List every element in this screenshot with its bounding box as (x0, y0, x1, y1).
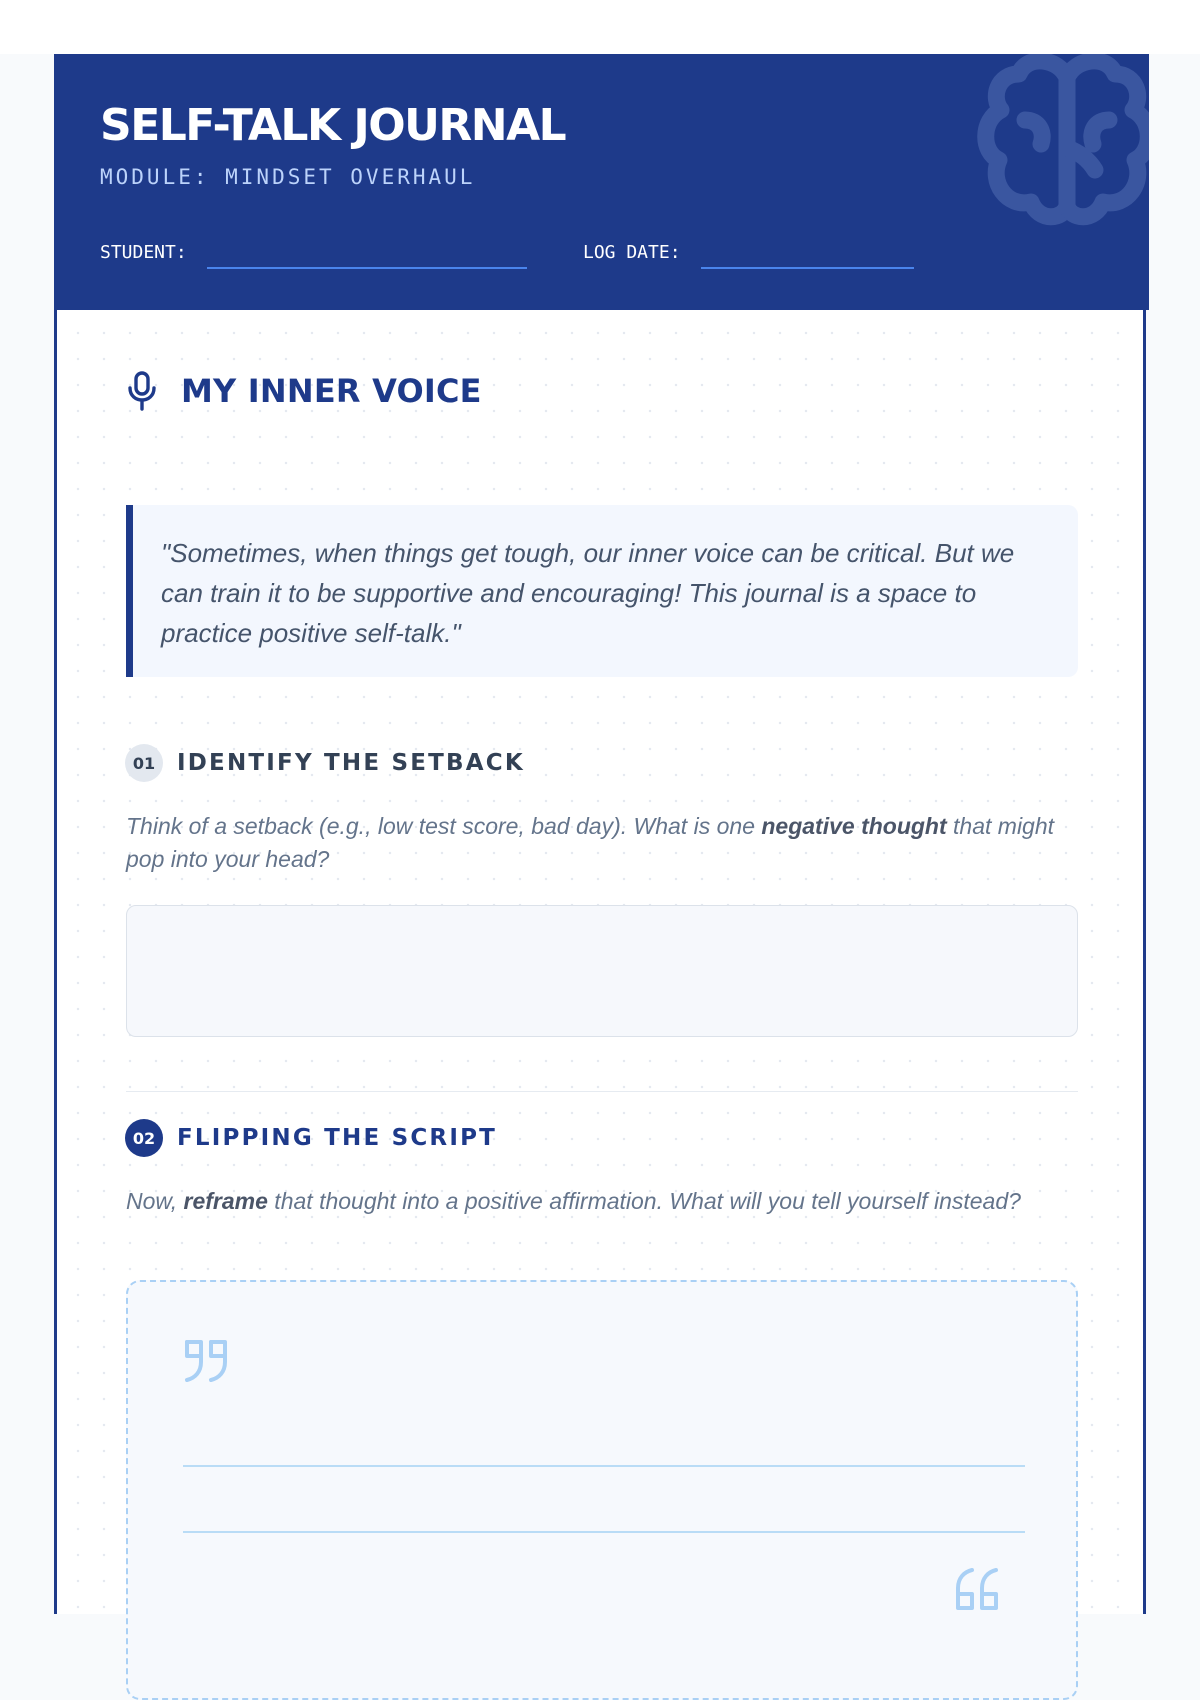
intro-quote-box (126, 505, 1078, 677)
section-divider (126, 1091, 1078, 1092)
closing-quote-icon (183, 1338, 231, 1384)
module-label: MODULE: MINDSET OVERHAUL (100, 165, 476, 189)
step-2-title: FLIPPING THE SCRIPT (177, 1125, 498, 1151)
affirmation-write-line-1[interactable] (183, 1465, 1025, 1467)
journal-sheet (54, 54, 1146, 1614)
page-top-margin (0, 0, 1200, 54)
step-2-prompt-start: Now, (126, 1188, 184, 1214)
step-1-prompt-end: that might pop into your head? (126, 813, 1055, 872)
opening-quote-icon (952, 1566, 1000, 1612)
affirmation-write-line-2[interactable] (183, 1531, 1025, 1533)
step-1-heading (125, 744, 525, 782)
step-1-prompt (126, 810, 1078, 876)
step-2-prompt-end: that thought into a positive affirmation. What will you tell yourself instead? (267, 1188, 1021, 1214)
step-1-number-badge: 01 (125, 744, 163, 782)
step-1-prompt-start: Think of a setback (e.g., low test score, bad day). What is one (126, 813, 762, 839)
step-2-number-badge: 02 (125, 1119, 163, 1157)
step-1-prompt-emphasis: negative thought (761, 813, 947, 839)
section-title: MY INNER VOICE (181, 372, 482, 410)
step-2-prompt-emphasis: reframe (183, 1188, 268, 1214)
log-date-label: LOG DATE: (583, 242, 681, 263)
step-2-prompt (126, 1185, 1078, 1218)
log-date-line[interactable] (701, 267, 914, 269)
microphone-icon (125, 370, 159, 412)
step-1-title: IDENTIFY THE SETBACK (177, 750, 525, 776)
student-label: STUDENT: (100, 242, 187, 263)
journal-title: SELF-TALK JOURNAL (100, 100, 566, 151)
intro-quote-text: "Sometimes, when things get tough, our inner voice can be critical. But we can train it to be supportive and encouraging! This journal is a space to practice positive self-talk." (161, 538, 1015, 648)
student-name-line[interactable] (207, 267, 527, 269)
negative-thought-answer-box[interactable] (126, 905, 1078, 1037)
brain-icon (967, 54, 1149, 248)
affirmation-answer-box[interactable] (126, 1280, 1078, 1700)
journal-header (57, 54, 1149, 310)
section-heading (125, 370, 482, 412)
step-2-heading (125, 1119, 497, 1157)
